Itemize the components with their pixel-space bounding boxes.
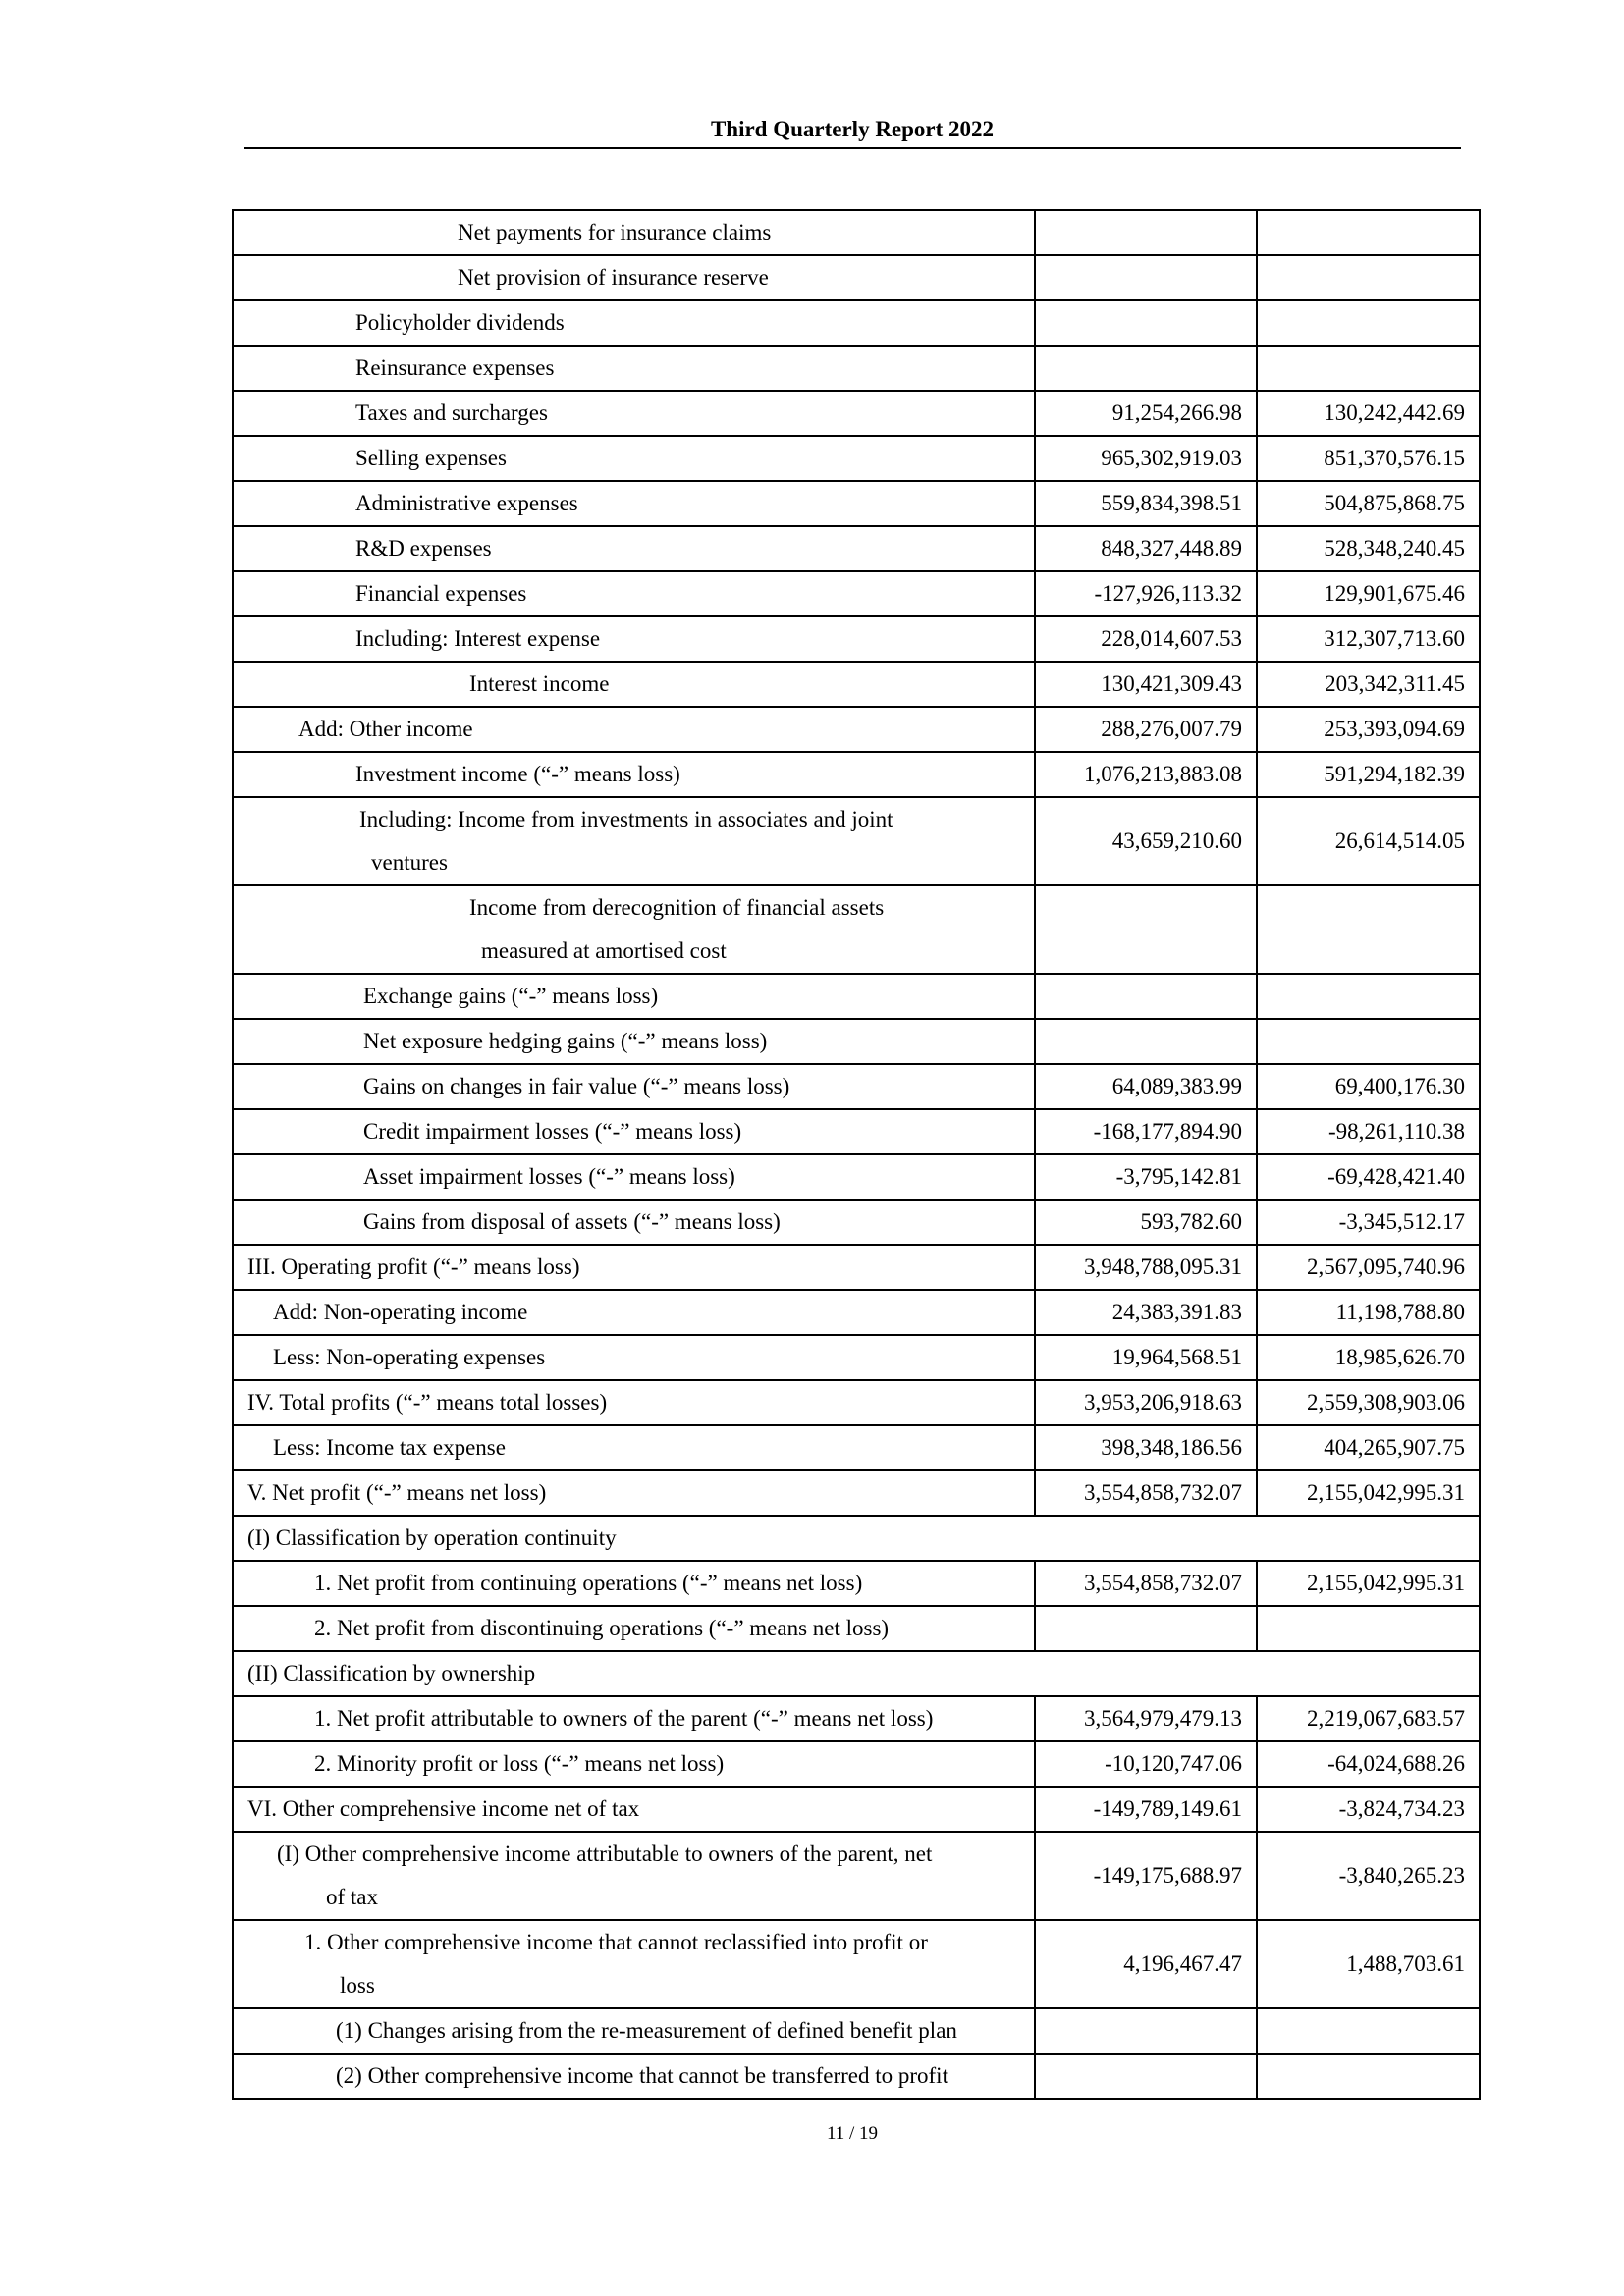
row-value-current: [1035, 1019, 1257, 1064]
row-label: Credit impairment losses (“-” means loss): [233, 1109, 1035, 1154]
row-label-line1: (I) Other comprehensive income attributable to owners of the parent, net: [277, 1842, 933, 1866]
row-label: Investment income (“-” means loss): [233, 752, 1035, 797]
row-value-prior: 130,242,442.69: [1257, 391, 1480, 436]
table-row: [233, 1920, 1480, 2008]
row-label: 1. Net profit attributable to owners of the parent (“-” means net loss): [233, 1696, 1035, 1741]
row-value-current: [1035, 346, 1257, 391]
row-label: V. Net profit (“-” means net loss): [233, 1470, 1035, 1516]
table-row: [233, 300, 1480, 346]
row-value-prior: 2,559,308,903.06: [1257, 1380, 1480, 1425]
row-value-prior: -3,840,265.23: [1257, 1832, 1480, 1920]
row-value-current: 3,564,979,479.13: [1035, 1696, 1257, 1741]
row-label: Asset impairment losses (“-” means loss): [233, 1154, 1035, 1200]
row-label: Exchange gains (“-” means loss): [233, 974, 1035, 1019]
row-value-current: 64,089,383.99: [1035, 1064, 1257, 1109]
row-label: Taxes and surcharges: [233, 391, 1035, 436]
row-value-prior: 18,985,626.70: [1257, 1335, 1480, 1380]
table-row: [233, 885, 1480, 974]
section-label: (II) Classification by ownership: [233, 1651, 1480, 1696]
table-row: [233, 1741, 1480, 1787]
row-label-line1: 1. Other comprehensive income that cannot reclassified into profit or: [304, 1930, 928, 1954]
row-value-current: 1,076,213,883.08: [1035, 752, 1257, 797]
row-value-prior: 2,155,042,995.31: [1257, 1561, 1480, 1606]
row-value-current: 593,782.60: [1035, 1200, 1257, 1245]
table-row: [233, 752, 1480, 797]
row-value-current: 4,196,467.47: [1035, 1920, 1257, 2008]
table-row: [233, 662, 1480, 707]
table-row: [233, 2008, 1480, 2054]
row-label: 1. Net profit from continuing operations (“-” means net loss): [233, 1561, 1035, 1606]
table-section-row: [233, 1651, 1480, 1696]
row-value-prior: [1257, 1606, 1480, 1651]
row-value-prior: -98,261,110.38: [1257, 1109, 1480, 1154]
row-label: [233, 797, 1035, 885]
table-row: [233, 210, 1480, 255]
row-label: Interest income: [233, 662, 1035, 707]
row-value-current: 3,948,788,095.31: [1035, 1245, 1257, 1290]
page-number: 11 / 19: [826, 2123, 879, 2144]
row-value-current: [1035, 255, 1257, 300]
row-label: Add: Non-operating income: [233, 1290, 1035, 1335]
row-label: Net payments for insurance claims: [233, 210, 1035, 255]
row-value-current: -10,120,747.06: [1035, 1741, 1257, 1787]
table-row: [233, 1380, 1480, 1425]
table-row: [233, 1154, 1480, 1200]
table-row: [233, 1696, 1480, 1741]
table-row: [233, 1019, 1480, 1064]
row-value-current: 19,964,568.51: [1035, 1335, 1257, 1380]
table-row: [233, 1787, 1480, 1832]
row-label: Financial expenses: [233, 571, 1035, 616]
row-label: VI. Other comprehensive income net of tax: [233, 1787, 1035, 1832]
row-value-prior: [1257, 1019, 1480, 1064]
row-value-current: -127,926,113.32: [1035, 571, 1257, 616]
row-value-prior: 11,198,788.80: [1257, 1290, 1480, 1335]
table-row: [233, 391, 1480, 436]
row-value-current: 559,834,398.51: [1035, 481, 1257, 526]
row-value-prior: 203,342,311.45: [1257, 662, 1480, 707]
row-label: Net exposure hedging gains (“-” means loss): [233, 1019, 1035, 1064]
row-value-current: 3,554,858,732.07: [1035, 1561, 1257, 1606]
table-row: [233, 1561, 1480, 1606]
table-row: [233, 1200, 1480, 1245]
row-label: 2. Minority profit or loss (“-” means net loss): [233, 1741, 1035, 1787]
row-label: Administrative expenses: [233, 481, 1035, 526]
row-value-prior: [1257, 2008, 1480, 2054]
table-row: [233, 1109, 1480, 1154]
row-value-current: [1035, 300, 1257, 346]
row-label: R&D expenses: [233, 526, 1035, 571]
row-label: [233, 1832, 1035, 1920]
report-title: Third Quarterly Report 2022: [710, 117, 995, 141]
row-label: Gains from disposal of assets (“-” means loss): [233, 1200, 1035, 1245]
row-value-current: -149,789,149.61: [1035, 1787, 1257, 1832]
row-value-current: 228,014,607.53: [1035, 616, 1257, 662]
section-label: (I) Classification by operation continuity: [233, 1516, 1480, 1561]
row-value-prior: [1257, 255, 1480, 300]
row-label: 2. Net profit from discontinuing operations (“-” means net loss): [233, 1606, 1035, 1651]
table-row: [233, 1832, 1480, 1920]
table-row: [233, 1470, 1480, 1516]
row-value-prior: [1257, 300, 1480, 346]
row-label: Add: Other income: [233, 707, 1035, 752]
row-label: IV. Total profits (“-” means total losses): [233, 1380, 1035, 1425]
row-label: Reinsurance expenses: [233, 346, 1035, 391]
table-section-row: [233, 1516, 1480, 1561]
row-label: [233, 885, 1035, 974]
row-label-line1: Income from derecognition of financial assets: [469, 895, 885, 920]
row-value-current: -149,175,688.97: [1035, 1832, 1257, 1920]
row-value-prior: 2,219,067,683.57: [1257, 1696, 1480, 1741]
row-value-current: 3,953,206,918.63: [1035, 1380, 1257, 1425]
row-value-prior: -64,024,688.26: [1257, 1741, 1480, 1787]
row-label: [233, 1920, 1035, 2008]
row-value-prior: [1257, 346, 1480, 391]
row-value-prior: 129,901,675.46: [1257, 571, 1480, 616]
row-label: Gains on changes in fair value (“-” means loss): [233, 1064, 1035, 1109]
row-value-current: [1035, 210, 1257, 255]
income-statement-table: [232, 209, 1481, 2100]
table-row: [233, 1290, 1480, 1335]
row-value-prior: 26,614,514.05: [1257, 797, 1480, 885]
row-value-prior: [1257, 885, 1480, 974]
row-value-prior: [1257, 974, 1480, 1019]
row-value-prior: 591,294,182.39: [1257, 752, 1480, 797]
row-value-prior: 312,307,713.60: [1257, 616, 1480, 662]
table-row: [233, 346, 1480, 391]
row-label-line2: of tax: [326, 1885, 379, 1909]
row-value-current: [1035, 2054, 1257, 2099]
row-label-line1: Including: Income from investments in associates and joint: [359, 807, 893, 831]
table-row: [233, 797, 1480, 885]
table-row: [233, 2054, 1480, 2099]
row-value-prior: 69,400,176.30: [1257, 1064, 1480, 1109]
table-row: [233, 481, 1480, 526]
row-value-current: [1035, 2008, 1257, 2054]
row-value-prior: -3,345,512.17: [1257, 1200, 1480, 1245]
row-label: Policyholder dividends: [233, 300, 1035, 346]
row-label: Including: Interest expense: [233, 616, 1035, 662]
row-label: Less: Non-operating expenses: [233, 1335, 1035, 1380]
table-row: [233, 571, 1480, 616]
row-label: (1) Changes arising from the re-measurement of defined benefit plan: [233, 2008, 1035, 2054]
header-rule: [244, 147, 1461, 149]
row-value-current: 965,302,919.03: [1035, 436, 1257, 481]
row-label: (2) Other comprehensive income that cannot be transferred to profit: [233, 2054, 1035, 2099]
row-value-current: 43,659,210.60: [1035, 797, 1257, 885]
row-value-prior: 2,567,095,740.96: [1257, 1245, 1480, 1290]
table-row: [233, 255, 1480, 300]
table-row: [233, 974, 1480, 1019]
table-row: [233, 526, 1480, 571]
row-value-prior: -69,428,421.40: [1257, 1154, 1480, 1200]
row-value-current: 398,348,186.56: [1035, 1425, 1257, 1470]
row-value-prior: 1,488,703.61: [1257, 1920, 1480, 2008]
table-row: [233, 1245, 1480, 1290]
row-value-prior: 504,875,868.75: [1257, 481, 1480, 526]
row-value-current: [1035, 1606, 1257, 1651]
row-value-current: 130,421,309.43: [1035, 662, 1257, 707]
row-value-current: 848,327,448.89: [1035, 526, 1257, 571]
row-value-prior: 2,155,042,995.31: [1257, 1470, 1480, 1516]
row-value-prior: [1257, 2054, 1480, 2099]
row-value-current: 3,554,858,732.07: [1035, 1470, 1257, 1516]
row-value-prior: 253,393,094.69: [1257, 707, 1480, 752]
row-value-current: [1035, 974, 1257, 1019]
row-label: III. Operating profit (“-” means loss): [233, 1245, 1035, 1290]
row-value-prior: 528,348,240.45: [1257, 526, 1480, 571]
row-value-current: 288,276,007.79: [1035, 707, 1257, 752]
row-value-prior: [1257, 210, 1480, 255]
row-label: Less: Income tax expense: [233, 1425, 1035, 1470]
table-row: [233, 1064, 1480, 1109]
row-value-current: 91,254,266.98: [1035, 391, 1257, 436]
row-value-current: -3,795,142.81: [1035, 1154, 1257, 1200]
row-label-line2: loss: [340, 1973, 375, 1998]
table-row: [233, 707, 1480, 752]
row-value-current: [1035, 885, 1257, 974]
row-label: Net provision of insurance reserve: [233, 255, 1035, 300]
row-label: Selling expenses: [233, 436, 1035, 481]
table-row: [233, 436, 1480, 481]
table-row: [233, 1425, 1480, 1470]
row-value-prior: 851,370,576.15: [1257, 436, 1480, 481]
table-row: [233, 1335, 1480, 1380]
table-row: [233, 616, 1480, 662]
row-value-prior: -3,824,734.23: [1257, 1787, 1480, 1832]
row-value-current: -168,177,894.90: [1035, 1109, 1257, 1154]
row-value-current: 24,383,391.83: [1035, 1290, 1257, 1335]
row-label-line2: measured at amortised cost: [481, 938, 727, 963]
row-value-prior: 404,265,907.75: [1257, 1425, 1480, 1470]
table-row: [233, 1606, 1480, 1651]
row-label-line2: ventures: [371, 850, 448, 875]
